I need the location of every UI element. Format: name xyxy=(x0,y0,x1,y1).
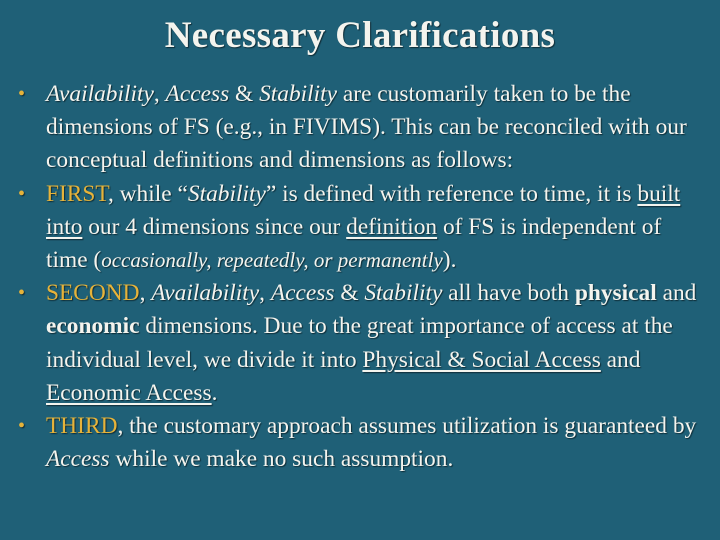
term-availability: Availability xyxy=(46,81,154,107)
parenthetical-time: occasionally, repeatedly, or permanently xyxy=(101,248,443,273)
text-segment: dimensions. Due to the great importance of access at the individual level, we divide it into xyxy=(46,313,673,373)
text-segment: , xyxy=(153,81,166,107)
lead-third: THIRD xyxy=(46,413,118,440)
text-segment: , xyxy=(139,280,152,307)
term-availability: Availability xyxy=(151,280,260,307)
bullet-dot-icon: • xyxy=(18,182,26,205)
term-access: Access xyxy=(165,81,230,107)
text-segment: of FS is independent of time ( xyxy=(46,213,662,274)
text-segment: and xyxy=(656,280,697,307)
text-segment: , xyxy=(259,280,271,307)
underlined-economic-access: Economic Access xyxy=(46,379,212,406)
text-segment: all have both xyxy=(442,280,575,307)
term-stability: Stability xyxy=(364,280,443,307)
lead-second: SECOND xyxy=(46,280,140,307)
bullet-item-4 xyxy=(18,410,708,476)
bullet-dot-icon: • xyxy=(18,282,26,305)
bold-economic: economic xyxy=(46,313,140,340)
text-segment: while we make no such assumption. xyxy=(109,446,454,473)
text-segment: , while “ xyxy=(107,180,188,207)
text-segment: & xyxy=(334,280,365,307)
bullet-item-2 xyxy=(18,178,708,278)
text-segment: & xyxy=(229,81,260,107)
term-access: Access xyxy=(270,280,335,307)
text-segment: ). xyxy=(442,247,457,274)
text-segment: ” is defined with reference to time, it is xyxy=(265,180,638,207)
slide-title: Necessary Clarifications xyxy=(164,15,556,56)
underlined-physical-social-access: Physical & Social Access xyxy=(362,346,601,373)
bullet-dot-icon: • xyxy=(18,83,26,105)
text-segment: and xyxy=(600,346,641,373)
bullet-item-3 xyxy=(18,277,708,410)
text-segment: . xyxy=(211,379,218,406)
text-segment: , the customary approach assumes utilization is guaranteed by xyxy=(117,413,697,440)
bullet-item-1 xyxy=(18,78,708,178)
bullet-dot-icon: • xyxy=(18,415,26,438)
term-access: Access xyxy=(46,446,110,473)
text-segment: our 4 dimensions since our xyxy=(82,213,347,240)
lead-first: FIRST xyxy=(46,180,108,207)
term-stability: Stability xyxy=(259,81,338,107)
underlined-definition: definition xyxy=(346,213,438,240)
bullet-list xyxy=(18,78,708,476)
term-stability: Stability xyxy=(187,180,266,207)
text-segment: are customarily taken to be the dimensions of FS (e.g., in FIVIMS). This can be reconciled with our conceptual definitions and dimensions as follows: xyxy=(46,81,687,174)
underlined-built-into: built into xyxy=(46,180,681,240)
bold-physical: physical xyxy=(574,280,657,307)
